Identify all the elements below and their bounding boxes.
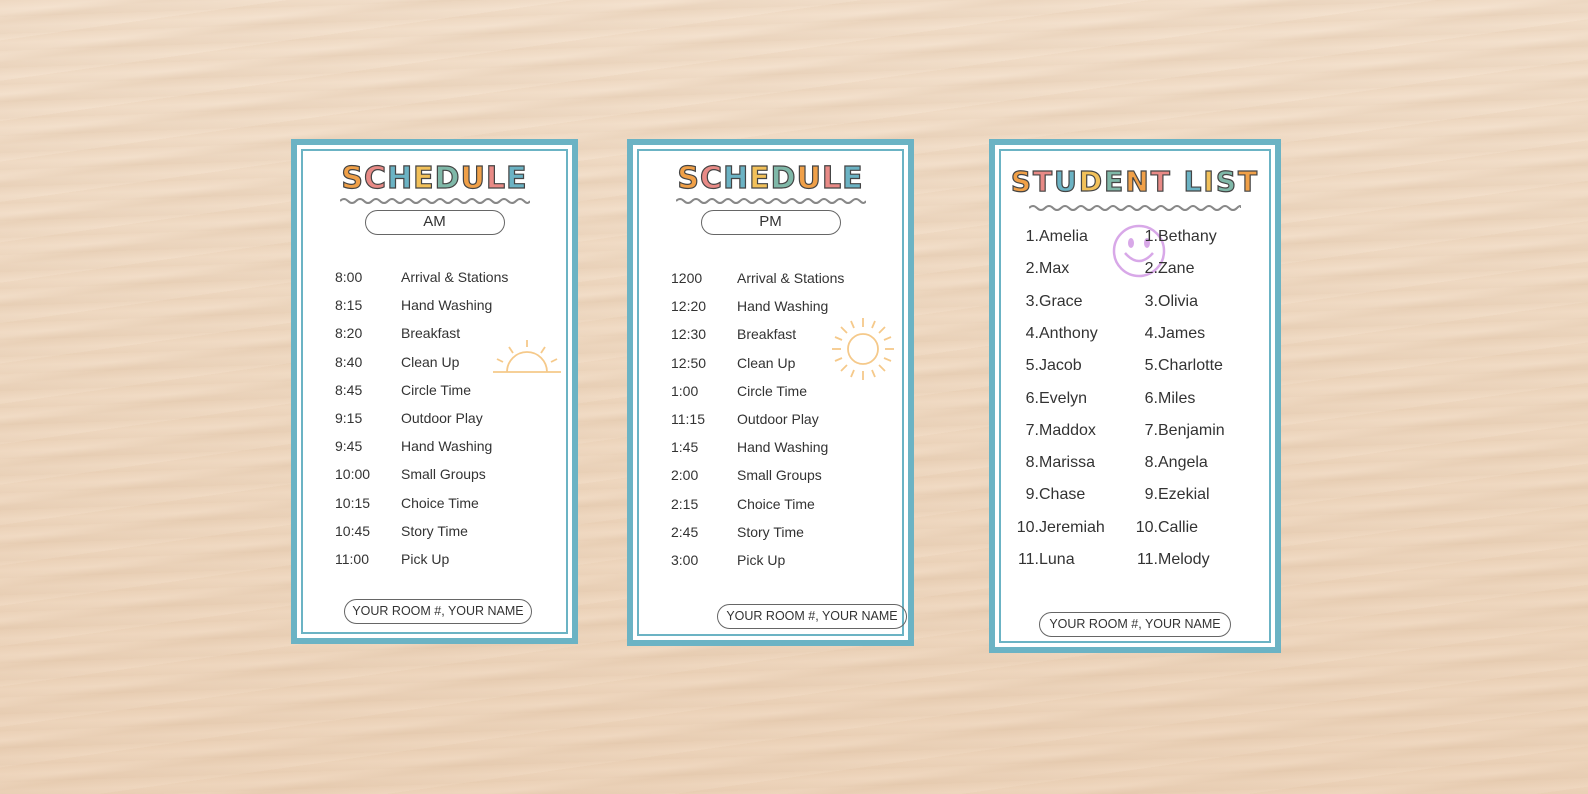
- schedule-activity: Choice Time: [401, 494, 479, 511]
- student-list-item: [1134, 357, 1223, 375]
- schedule-activity: Breakfast: [737, 326, 797, 343]
- student-list-item: [1015, 486, 1085, 504]
- student-name: Bethany: [1158, 228, 1217, 245]
- schedule-activity: Clean Up: [737, 354, 796, 371]
- schedule-time: 10:45: [335, 522, 371, 539]
- student-number: 2.: [1025, 260, 1039, 278]
- schedule-activity: Outdoor Play: [737, 411, 819, 427]
- schedule-time: 8:40: [335, 353, 363, 370]
- student-list-item: [1134, 325, 1205, 343]
- student-number: 7.: [1025, 421, 1039, 439]
- student-name: Melody: [1158, 551, 1210, 568]
- student-name: Ezekial: [1158, 486, 1210, 504]
- schedule-time: 9:15: [335, 410, 363, 426]
- schedule-time: 2:45: [671, 523, 699, 540]
- schedule-time: 1:45: [671, 439, 699, 456]
- schedule-activity: Circle Time: [737, 382, 808, 399]
- am-card-title: SCHEDULE: [341, 161, 528, 196]
- schedule-time: 8:45: [335, 381, 363, 398]
- schedule-activity: Outdoor Play: [401, 410, 483, 426]
- schedule-activity: Breakfast: [401, 325, 461, 342]
- schedule-activity: Pick Up: [737, 552, 786, 568]
- schedule-time: 8:15: [335, 297, 363, 314]
- student-number: 9.: [1025, 486, 1039, 504]
- student-list-item: [1134, 519, 1198, 537]
- student-list-item: [1015, 454, 1095, 472]
- schedule-activity: Hand Washing: [401, 297, 493, 314]
- schedule-time: 10:15: [335, 494, 371, 511]
- student-name: James: [1158, 324, 1206, 342]
- schedule-time: 11:00: [335, 551, 369, 567]
- schedule-activity: Pick Up: [401, 551, 450, 567]
- schedule-activity: Story Time: [401, 522, 468, 539]
- schedule-time: 12:20: [671, 298, 707, 315]
- sun-icon: [829, 315, 897, 383]
- schedule-activity: Small Groups: [401, 466, 486, 483]
- schedule-time: 9:45: [335, 438, 363, 455]
- student-list-item: [1015, 325, 1098, 343]
- wavy-divider: [340, 197, 530, 205]
- schedule-time: 11:15: [671, 411, 705, 427]
- am-period-label: AM: [365, 210, 505, 235]
- student-list-item: [1015, 551, 1075, 569]
- student-footer-label: YOUR ROOM #, YOUR NAME: [1039, 612, 1231, 637]
- student-name: Charlotte: [1158, 357, 1223, 375]
- schedule-time: 1:00: [671, 382, 699, 399]
- student-name: Miles: [1158, 389, 1196, 407]
- student-name: Grace: [1039, 292, 1083, 310]
- student-name: Jacob: [1039, 357, 1082, 375]
- student-card-title: STUDENT LIST: [1010, 165, 1260, 198]
- pm-schedule-card: [627, 139, 914, 646]
- student-number: 11.: [1017, 551, 1039, 568]
- student-number: 5.: [1144, 357, 1158, 375]
- student-list-item: [1134, 422, 1225, 440]
- student-list-card: [989, 139, 1281, 653]
- student-number: 3.: [1025, 292, 1039, 310]
- student-list-item: [1015, 390, 1087, 408]
- student-name: Max: [1039, 260, 1070, 278]
- student-name: Zane: [1158, 260, 1195, 278]
- pm-footer-label: YOUR ROOM #, YOUR NAME: [717, 604, 907, 629]
- student-number: 4.: [1144, 324, 1158, 342]
- student-list-item: [1134, 293, 1198, 311]
- student-list-item: [1134, 390, 1195, 408]
- student-list-item: [1134, 228, 1217, 246]
- schedule-activity: Hand Washing: [737, 298, 829, 315]
- student-number: 1.: [1144, 228, 1158, 245]
- sun-icon: [489, 338, 565, 378]
- student-number: 6.: [1144, 389, 1158, 407]
- student-number: 10.: [1016, 518, 1039, 536]
- student-name: Angela: [1158, 454, 1208, 472]
- am-footer-label: YOUR ROOM #, YOUR NAME: [344, 599, 532, 624]
- student-number: 8.: [1144, 454, 1158, 472]
- student-number: 7.: [1144, 421, 1158, 439]
- student-name: Olivia: [1158, 292, 1199, 310]
- student-list-item: [1015, 293, 1083, 311]
- schedule-time: 8:20: [335, 325, 363, 342]
- schedule-activity: Circle Time: [401, 381, 472, 398]
- student-list-item: [1015, 422, 1096, 440]
- student-number: 10.: [1135, 518, 1158, 536]
- student-list-item: [1015, 260, 1069, 278]
- schedule-time: 2:15: [671, 495, 699, 512]
- student-name: Evelyn: [1039, 389, 1088, 407]
- student-name: Amelia: [1039, 228, 1088, 245]
- student-number: 1.: [1025, 228, 1039, 245]
- schedule-activity: Arrival & Stations: [401, 269, 509, 285]
- schedule-time: 3:00: [671, 552, 699, 568]
- schedule-activity: Choice Time: [737, 495, 815, 512]
- student-number: 6.: [1025, 389, 1039, 407]
- student-number: 11.: [1136, 551, 1158, 568]
- schedule-time: 12:30: [671, 326, 707, 343]
- student-list-item: [1134, 551, 1210, 569]
- student-name: Chase: [1039, 486, 1086, 504]
- schedule-time: 12:50: [671, 354, 707, 371]
- student-list-item: [1015, 228, 1088, 246]
- schedule-time: 10:00: [335, 466, 371, 483]
- student-number: 5.: [1025, 357, 1039, 375]
- student-list-item: [1015, 519, 1105, 537]
- student-name: Benjamin: [1158, 421, 1225, 439]
- student-number: 2.: [1144, 260, 1158, 278]
- schedule-activity: Small Groups: [737, 467, 822, 484]
- student-number: 8.: [1025, 454, 1039, 472]
- schedule-time: 2:00: [671, 467, 699, 484]
- student-name: Jeremiah: [1039, 518, 1105, 536]
- schedule-time: 8:00: [335, 269, 363, 285]
- student-list-item: [1134, 454, 1208, 472]
- student-number: 4.: [1025, 324, 1039, 342]
- student-list-item: [1134, 486, 1210, 504]
- schedule-activity: Clean Up: [401, 353, 460, 370]
- am-schedule-card: [291, 139, 578, 644]
- wavy-divider: [1029, 204, 1241, 212]
- pm-period-label: PM: [701, 210, 841, 235]
- schedule-time: 1200: [671, 270, 703, 286]
- student-list-item: [1015, 357, 1082, 375]
- student-name: Marissa: [1039, 454, 1096, 472]
- student-number: 3.: [1144, 292, 1158, 310]
- student-list-item: [1134, 260, 1194, 278]
- schedule-activity: Hand Washing: [737, 439, 829, 456]
- student-name: Luna: [1039, 551, 1075, 568]
- schedule-activity: Story Time: [737, 523, 804, 540]
- pm-card-title: SCHEDULE: [677, 161, 864, 196]
- wavy-divider: [676, 197, 866, 205]
- student-number: 9.: [1144, 486, 1158, 504]
- student-name: Maddox: [1039, 421, 1096, 439]
- schedule-activity: Arrival & Stations: [737, 270, 845, 286]
- student-name: Anthony: [1039, 324, 1098, 342]
- schedule-activity: Hand Washing: [401, 438, 493, 455]
- student-name: Callie: [1158, 518, 1199, 536]
